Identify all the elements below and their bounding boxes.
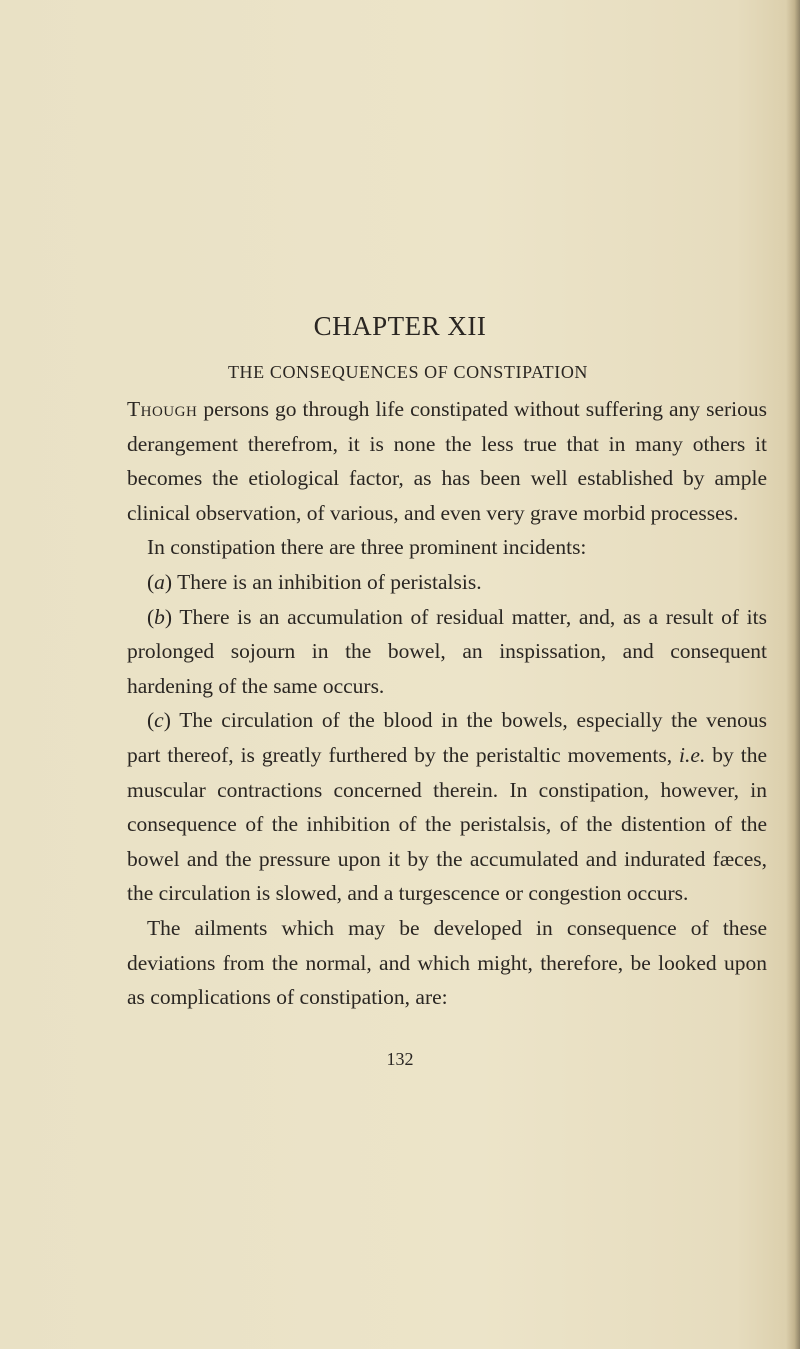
item-label-a: a	[154, 569, 165, 594]
lead-word: Though	[127, 397, 198, 421]
chapter-body	[127, 392, 767, 1015]
page-edge-shadow	[786, 0, 800, 1349]
paragraph-text: The circulation of the blood in the bowels, especially the venous part thereof, is greatly furthered by the peristaltic movements,	[127, 708, 767, 767]
chapter-subtitle: THE CONSEQUENCES OF CONSTIPATION	[227, 362, 589, 382]
paragraph-text: There is an inhibition of peristalsis.	[172, 569, 482, 594]
paragraph-text: persons go through life constipated without suffering any serious derangement therefrom, it is none the less true that in many others it becomes the etiological factor, as has been well established by ample clinical observation, of various, and even very grave morbid processes.	[127, 397, 767, 525]
paragraph-incident-c: (c) The circulation of the blood in the bowels, especially the venous part thereof, is greatly furthered by the peristaltic movements, i.e. by the muscular contractions concerned therein. In constipation, however, in consequence of the inhibition of the peristalsis, of the distention of the bowel and the pressure upon it by the accumulated and indurated fæces, the circulation is slowed, and a turgescence or congestion occurs.	[127, 708, 767, 906]
paragraph-intro	[127, 392, 767, 530]
paragraph-text: In constipation there are three prominent incidents:	[147, 535, 587, 560]
paragraph-incident-a: (a) There is an inhibition of peristalsis.	[147, 569, 482, 594]
paragraph-incident-b: (b) There is an accumulation of residual matter, and, as a result of its prolonged sojourn in the bowel, an inspissation, and consequent hardening of the same occurs.	[127, 604, 767, 698]
chapter-title: CHAPTER XII	[313, 311, 487, 341]
paragraph-text: by the muscular contractions concerned therein. In constipation, however, in consequence of the inhibition of the peristalsis, of the distention of the bowel and the pressure upon it by the accumulated and indurated fæces, the circulation is slowed, and a turgescence or congestion occurs.	[127, 742, 767, 906]
paragraph-incidents	[127, 530, 767, 565]
item-label-b: b	[154, 604, 165, 629]
page-number: 132	[386, 1049, 414, 1069]
paragraph-text: The ailments which may be developed in consequence of these deviations from the normal, and which might, therefore, be looked upon as complications of constipation, are:	[127, 915, 767, 1010]
paragraph-text: There is an accumulation of residual matter, and, as a result of its prolonged sojourn in the bowel, an inspissation, and consequent hardening of the same occurs.	[127, 604, 767, 698]
paragraph-ailments	[127, 911, 767, 1015]
emphasis-ie: i.e.	[679, 742, 706, 767]
item-label-c: c	[154, 708, 164, 733]
